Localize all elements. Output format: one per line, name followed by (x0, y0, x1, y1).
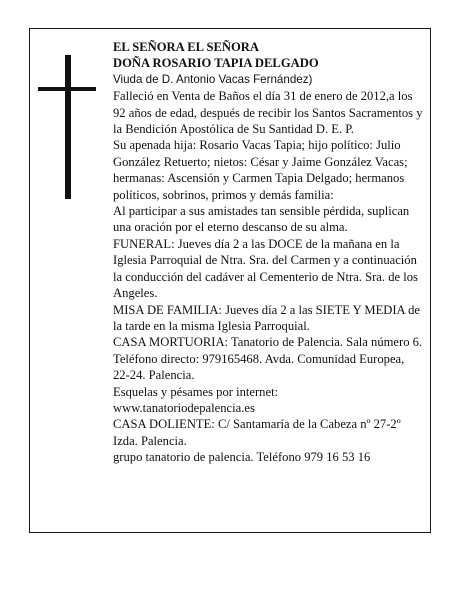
funeral-paragraph: FUNERAL: Jueves día 2 a las DOCE de la mañana en la Iglesia Parroquial de Ntra. Sra. del Carmen y a continuación la conducción del cadáver al Cementerio de Ntra. Sra. de los Angeles. (113, 236, 418, 301)
widow-of: Viuda de D. Antonio Vacas Fernández) (113, 72, 313, 86)
family-mass-paragraph: MISA DE FAMILIA: Jueves día 2 a las SIETE Y MEDIA de la tarde en la misma Iglesia Parroquial. (113, 302, 420, 333)
family-home-paragraph: CASA DOLIENTE: C/ Santamaría de la Cabeza nº 27-2º Izda. Palencia. (113, 417, 401, 448)
cross-icon (38, 55, 96, 199)
family-paragraph: Su apenada hija: Rosario Vacas Tapia; hijo político: Julio González Retuerto; nietos: César y Jaime González Vacas; hermanas: Ascensión y Carmen Tapia Delgado; hermanos políticos, sobrinos, primos y demás familia: (113, 138, 408, 202)
request-paragraph: Al participar a sus amistades tan sensible pérdida, suplican una oración por el eterno descanso de su alma. (113, 204, 410, 235)
obituary-text (113, 39, 423, 466)
online-notice: Esquelas y pésames por internet: (113, 384, 279, 399)
footer-line: grupo tanatorio de palencia. Teléfono 979 16 53 16 (113, 450, 371, 465)
death-paragraph: Falleció en Venta de Baños el día 31 de enero de 2012,a los 92 años de edad, después de recibir los Santos Sacramentos y la Bendición Apostólica de Su Santidad D. E. P. (113, 89, 423, 137)
title-line-1: EL SEÑORA EL SEÑORA (113, 40, 259, 54)
funeral-home-paragraph: CASA MORTUORIA: Tanatorio de Palencia. Sala número 6. Teléfono directo: 979165468. Avda. Comunidad Europea, 22-24. Palencia. (113, 335, 423, 383)
deceased-name: DOÑA ROSARIO TAPIA DELGADO (113, 56, 319, 71)
website-link[interactable]: www.tanatoriodepalencia.es (113, 400, 255, 415)
